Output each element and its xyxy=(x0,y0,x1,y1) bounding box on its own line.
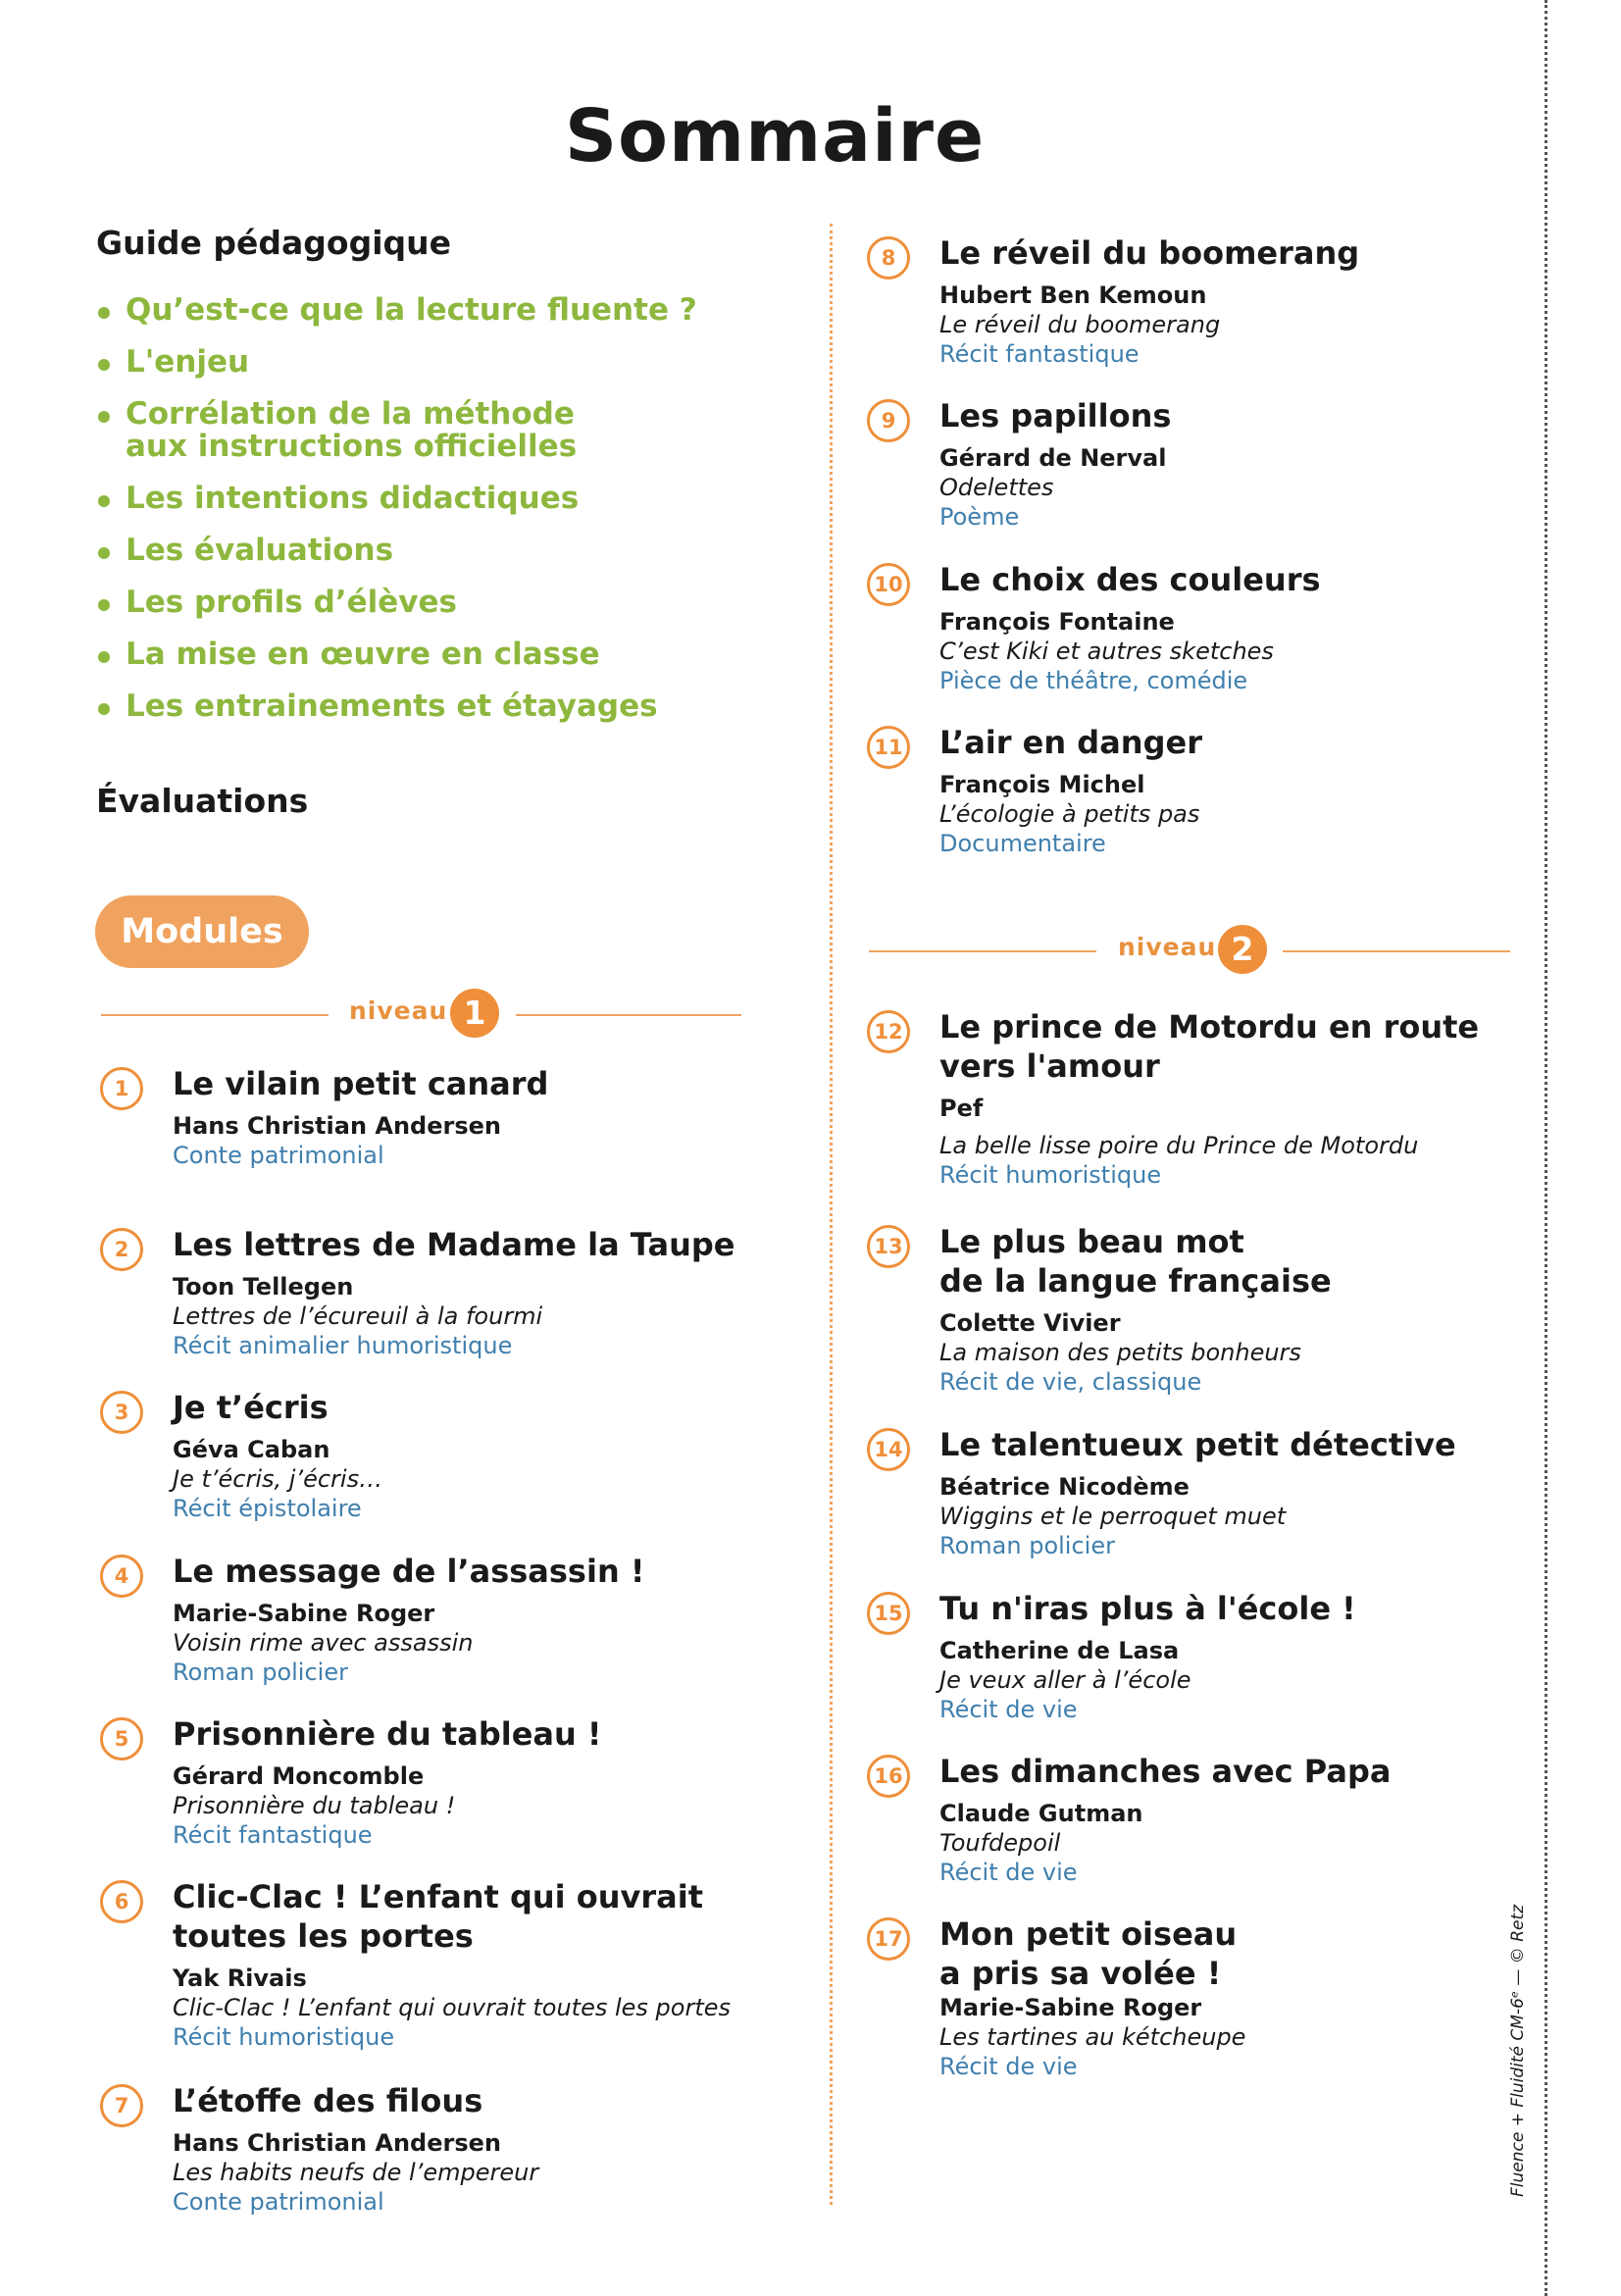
module-author: Yak Rivais xyxy=(173,1964,307,1992)
niveau-2-line-left xyxy=(869,950,1096,952)
module-author: Pef xyxy=(939,1095,984,1122)
module-book: Lettres de l’écureuil à la fourmi xyxy=(173,1302,543,1330)
module-title: L’étoffe des filous xyxy=(173,2082,483,2119)
niveau-1-line-right xyxy=(516,1014,741,1016)
module-number-badge: 15 xyxy=(867,1592,910,1635)
module-genre: Récit fantastique xyxy=(173,1821,373,1849)
module-book: Toufdepoil xyxy=(939,1829,1061,1857)
module-book: C’est Kiki et autres sketches xyxy=(939,638,1274,665)
module-book: Odelettes xyxy=(939,474,1054,501)
module-entry-16[interactable] xyxy=(867,1752,1504,1887)
module-title: Le talentueux petit détective xyxy=(939,1426,1456,1463)
guide-heading: Guide pédagogique xyxy=(96,224,452,262)
module-author: Hubert Ben Kemoun xyxy=(939,281,1207,309)
module-author: Béatrice Nicodème xyxy=(939,1473,1190,1501)
guide-item[interactable]: Qu’est-ce que la lecture fluente ? xyxy=(96,294,697,327)
niveau-1-line-left xyxy=(101,1014,329,1016)
module-author: Hans Christian Andersen xyxy=(173,2129,501,2157)
module-title: Le vilain petit canard xyxy=(173,1065,549,1102)
niveau-2-line-right xyxy=(1283,950,1510,952)
module-author: Géva Caban xyxy=(173,1436,330,1463)
module-genre: Récit épistolaire xyxy=(173,1495,362,1522)
module-number-badge: 16 xyxy=(867,1755,910,1798)
module-entry-3[interactable] xyxy=(100,1388,737,1523)
module-book: Je veux aller à l’école xyxy=(939,1666,1191,1694)
module-book: Prisonnière du tableau ! xyxy=(173,1792,456,1819)
module-number-badge: 9 xyxy=(867,399,910,442)
module-title: Prisonnière du tableau ! xyxy=(173,1715,602,1753)
guide-item[interactable]: La mise en œuvre en classe xyxy=(96,638,697,671)
module-entry-9[interactable] xyxy=(867,396,1504,532)
module-title: Le message de l’assassin ! xyxy=(173,1553,645,1590)
module-title: Je t’écris xyxy=(173,1389,329,1426)
module-author: Catherine de Lasa xyxy=(939,1637,1180,1664)
module-number-badge: 11 xyxy=(867,726,910,769)
module-title: Le choix des couleurs xyxy=(939,561,1321,598)
module-entry-7[interactable] xyxy=(100,2081,737,2217)
module-entry-5[interactable] xyxy=(100,1714,737,1850)
niveau-2-badge: 2 xyxy=(1218,925,1267,974)
module-title-line-2: a pris sa volée ! xyxy=(939,1955,1222,1992)
module-author: Marie-Sabine Roger xyxy=(173,1600,435,1627)
module-title: L’air en danger xyxy=(939,724,1202,761)
column-divider xyxy=(830,224,833,2205)
module-title: Clic-Clac ! L’enfant qui ouvrait xyxy=(173,1878,704,1915)
module-genre: Roman policier xyxy=(173,1658,348,1686)
module-title: Tu n'iras plus à l'école ! xyxy=(939,1590,1356,1627)
module-author: Colette Vivier xyxy=(939,1309,1121,1337)
module-title: Le plus beau mot xyxy=(939,1223,1244,1260)
module-book: Les tartines au kétcheupe xyxy=(939,2023,1246,2051)
module-number-badge: 7 xyxy=(100,2084,143,2127)
niveau-1-label: niveau xyxy=(349,996,448,1025)
module-number-badge: 3 xyxy=(100,1391,143,1434)
module-title: Les dimanches avec Papa xyxy=(939,1753,1392,1790)
module-title-line-2: vers l'amour xyxy=(939,1047,1160,1085)
module-book: Le réveil du boomerang xyxy=(939,311,1221,338)
module-genre: Récit humoristique xyxy=(939,1161,1162,1189)
module-author: François Fontaine xyxy=(939,608,1175,636)
module-number-badge: 12 xyxy=(867,1010,910,1053)
guide-list xyxy=(96,294,697,742)
module-title: Le réveil du boomerang xyxy=(939,234,1360,272)
module-number-badge: 14 xyxy=(867,1428,910,1471)
guide-item[interactable]: Les entrainements et étayages xyxy=(96,690,697,723)
module-genre: Récit de vie xyxy=(939,1696,1078,1723)
module-genre: Récit de vie xyxy=(939,2053,1078,2080)
modules-badge: Modules xyxy=(95,895,309,968)
niveau-2-label: niveau xyxy=(1118,933,1217,961)
module-genre: Pièce de théâtre, comédie xyxy=(939,667,1248,694)
module-book: Voisin rime avec assassin xyxy=(173,1629,474,1657)
module-genre: Conte patrimonial xyxy=(173,1142,384,1169)
evaluations-heading[interactable]: Évaluations xyxy=(96,782,309,820)
module-number-badge: 4 xyxy=(100,1555,143,1598)
module-genre: Récit fantastique xyxy=(939,340,1140,368)
module-book: L’écologie à petits pas xyxy=(939,800,1200,828)
guide-item[interactable]: L'enjeu xyxy=(96,346,697,379)
module-entry-10[interactable] xyxy=(867,560,1504,695)
module-book: Je t’écris, j’écris… xyxy=(173,1465,383,1493)
module-entry-15[interactable] xyxy=(867,1589,1504,1724)
module-number-badge: 13 xyxy=(867,1225,910,1268)
page-title: Sommaire xyxy=(564,94,986,179)
module-entry-17[interactable] xyxy=(867,1914,1504,2081)
module-book: Wiggins et le perroquet muet xyxy=(939,1503,1287,1530)
guide-item[interactable]: Les évaluations xyxy=(96,535,697,567)
module-book: La belle lisse poire du Prince de Motordu xyxy=(939,1132,1419,1159)
module-entry-2[interactable] xyxy=(100,1225,737,1360)
module-genre: Documentaire xyxy=(939,830,1106,857)
module-genre: Récit animalier humoristique xyxy=(173,1332,513,1359)
module-author: Hans Christian Andersen xyxy=(173,1112,501,1140)
module-number-badge: 17 xyxy=(867,1917,910,1961)
module-title: Mon petit oiseau xyxy=(939,1915,1238,1953)
module-genre: Poème xyxy=(939,503,1020,531)
module-entry-4[interactable] xyxy=(100,1552,737,1687)
module-genre: Roman policier xyxy=(939,1532,1115,1559)
guide-item[interactable]: Corrélation de la méthode aux instructions officielles xyxy=(96,398,697,463)
module-author: Toon Tellegen xyxy=(173,1273,354,1301)
module-number-badge: 10 xyxy=(867,563,910,606)
module-entry-13[interactable] xyxy=(867,1222,1504,1397)
module-number-badge: 1 xyxy=(100,1067,143,1110)
module-author: Claude Gutman xyxy=(939,1800,1143,1827)
module-entry-8[interactable] xyxy=(867,233,1504,369)
module-title: Les lettres de Madame la Taupe xyxy=(173,1226,735,1263)
module-genre: Récit de vie, classique xyxy=(939,1368,1202,1396)
module-number-badge: 2 xyxy=(100,1228,143,1271)
module-title-line-2: de la langue française xyxy=(939,1262,1332,1300)
niveau-1-badge: 1 xyxy=(450,989,499,1038)
module-book: La maison des petits bonheurs xyxy=(939,1339,1301,1366)
module-entry-1[interactable] xyxy=(100,1064,737,1170)
module-number-badge: 6 xyxy=(100,1880,143,1923)
module-entry-6[interactable] xyxy=(100,1877,737,2052)
module-title-line-2: toutes les portes xyxy=(173,1917,474,1955)
module-title: Le prince de Motordu en route xyxy=(939,1008,1480,1046)
module-number-badge: 5 xyxy=(100,1717,143,1760)
module-title: Les papillons xyxy=(939,397,1172,434)
module-entry-12[interactable] xyxy=(867,1007,1504,1190)
module-number-badge: 8 xyxy=(867,236,910,280)
page-edge-dotted-line xyxy=(1545,0,1547,2296)
guide-item[interactable]: Les profils d’élèves xyxy=(96,587,697,619)
module-entry-11[interactable] xyxy=(867,723,1504,858)
module-author: Gérard Moncomble xyxy=(173,1762,425,1790)
module-genre: Récit de vie xyxy=(939,1859,1078,1886)
module-entry-14[interactable] xyxy=(867,1425,1504,1560)
module-book: Clic-Clac ! L’enfant qui ouvrait toutes les portes xyxy=(173,1994,731,2021)
module-author: Gérard de Nerval xyxy=(939,444,1167,472)
module-genre: Conte patrimonial xyxy=(173,2188,384,2216)
module-author: François Michel xyxy=(939,771,1145,798)
module-author: Marie-Sabine Roger xyxy=(939,1994,1202,2021)
module-genre: Récit humoristique xyxy=(173,2023,395,2051)
copyright-note: Fluence + Fluidité CM-6ᵉ — © Retz xyxy=(1508,1904,1528,2197)
guide-item[interactable]: Les intentions didactiques xyxy=(96,483,697,515)
module-book: Les habits neufs de l’empereur xyxy=(173,2159,539,2186)
